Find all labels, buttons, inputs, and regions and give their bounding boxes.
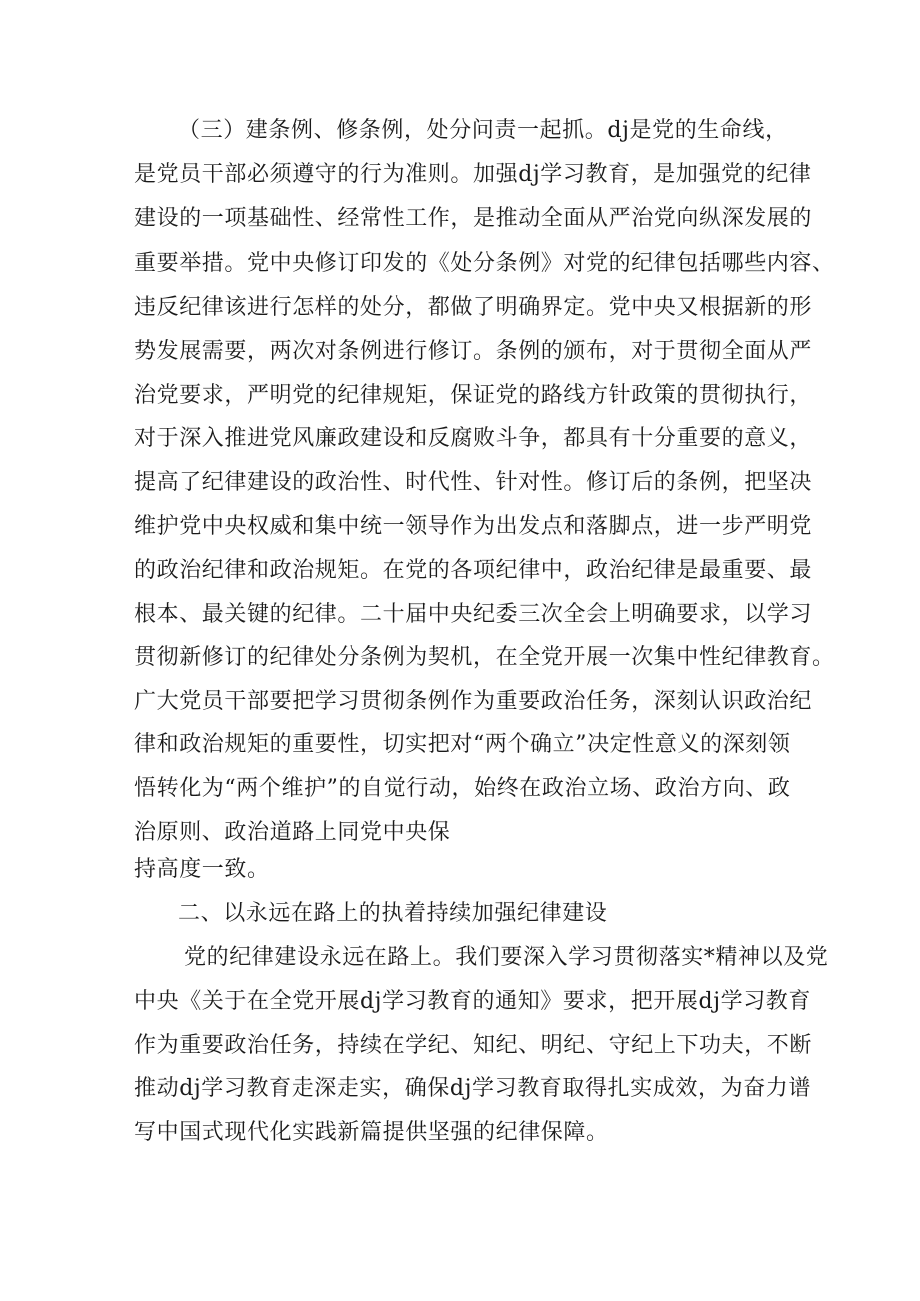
paragraph-3-line-14: 广大党员干部要把学习贯彻条例作为重要政治任务，深刻认识政治纪 — [134, 689, 813, 714]
paragraph-3-line-3: 建设的一项基础性、经常性工作，是推动全面从严治党向纵深发展的 — [134, 206, 813, 231]
paragraph-3-line-18: 持高度一致。 — [134, 857, 270, 882]
paragraph-4-line-1: 党的纪律建设永远在路上。我们要深入学习贯彻落实*精神以及党 — [184, 945, 829, 970]
paragraph-3-line-9: 提高了纪律建设的政治性、时代性、针对性。修订后的条例，把坚决 — [134, 470, 813, 495]
paragraph-3-line-4: 重要举措。党中央修订印发的《处分条例》对党的纪律包括哪些内容、 — [134, 251, 835, 276]
paragraph-3-line-12: 根本、最关键的纪律。二十届中央纪委三次全会上明确要求，以学习 — [134, 602, 813, 627]
paragraph-3-line-2: 是党员干部必须遵守的行为准则。加强dj学习教育，是加强党的纪律 — [134, 162, 812, 187]
paragraph-3-line-6: 势发展需要，两次对条例进行修订。条例的颁布，对于贯彻全面从严 — [134, 339, 813, 364]
section-heading: 二、以永远在路上的执着持续加强纪律建设 — [178, 901, 608, 926]
paragraph-4-line-3: 作为重要政治任务，持续在学纪、知纪、明纪、守纪上下功夫，不断 — [134, 1033, 813, 1058]
paragraph-3-line-17: 治原则、政治道路上同党中央保 — [134, 820, 451, 845]
paragraph-4-line-2: 中央《关于在全党开展dj学习教育的通知》要求，把开展dj学习教育 — [134, 989, 812, 1014]
paragraph-3-line-13: 贯彻新修订的纪律处分条例为契机，在全党开展一次集中性纪律教育。 — [134, 645, 835, 670]
paragraph-4-line-5: 写中国式现代化实践新篇提供坚强的纪律保障。 — [134, 1120, 609, 1145]
paragraph-3-line-15: 律和政治规矩的重要性，切实把对“两个确立”决定性意义的深刻领 — [134, 732, 791, 757]
paragraph-3-line-1: （三）建条例、修条例，处分问责一起抓。dj是党的生命线， — [178, 118, 788, 143]
paragraph-3-line-8: 对于深入推进党风廉政建设和反腐败斗争，都具有十分重要的意义， — [134, 426, 813, 451]
paragraph-4-line-4: 推动dj学习教育走深走实，确保dj学习教育取得扎实成效，为奋力谱 — [134, 1076, 812, 1101]
paragraph-3-line-5: 违反纪律该进行怎样的处分，都做了明确界定。党中央又根据新的形 — [134, 295, 813, 320]
paragraph-3-line-7: 治党要求，严明党的纪律规矩，保证党的路线方针政策的贯彻执行， — [134, 383, 813, 408]
paragraph-3-line-16: 悟转化为“两个维护”的自觉行动，始终在政治立场、政治方向、政 — [134, 776, 791, 801]
paragraph-3-line-11: 的政治纪律和政治规矩。在党的各项纪律中，政治纪律是最重要、最 — [134, 558, 813, 583]
paragraph-3-line-10: 维护党中央权威和集中统一领导作为出发点和落脚点，进一步严明党 — [134, 514, 813, 539]
